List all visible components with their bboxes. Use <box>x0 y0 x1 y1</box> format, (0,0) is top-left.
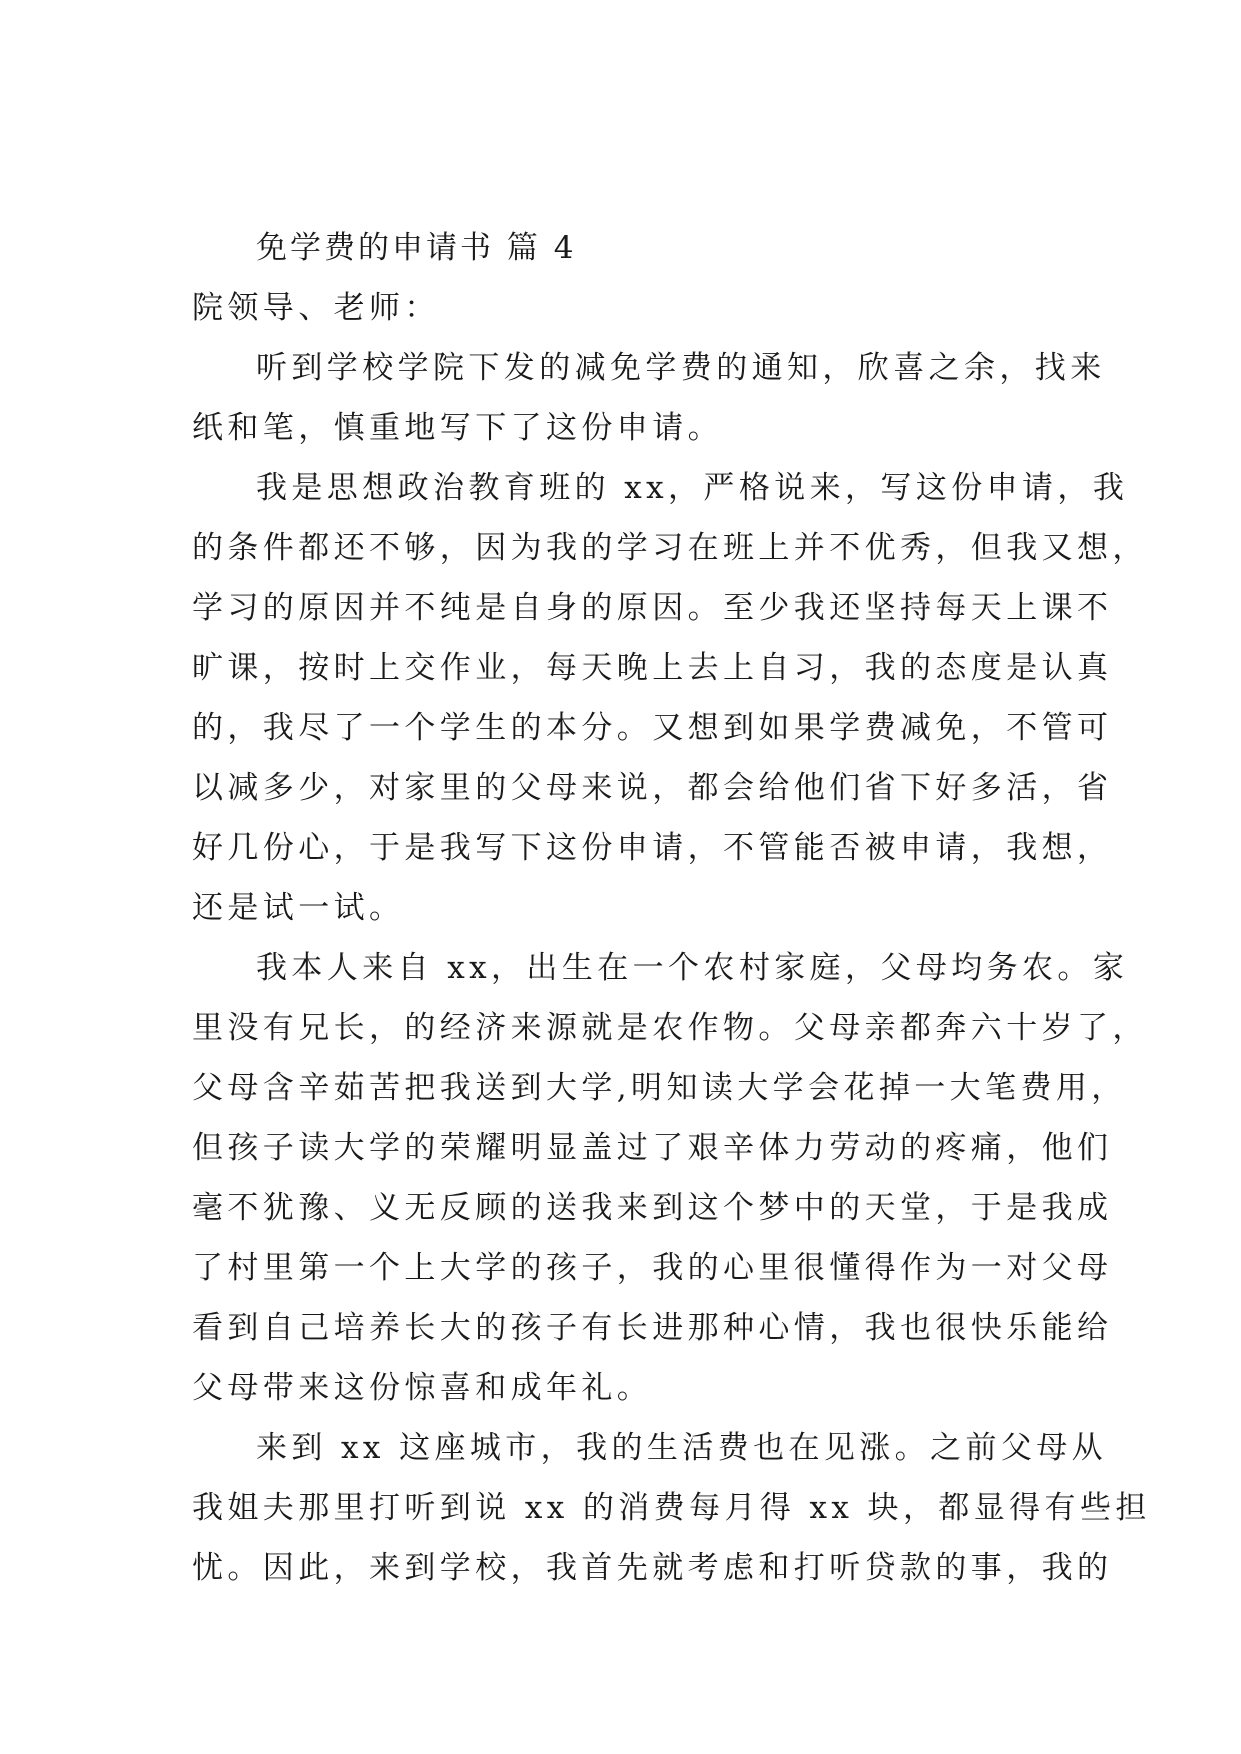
paragraph-2-line-2: 的条件都还不够，因为我的学习在班上并不优秀，但我又想， <box>192 530 1148 566</box>
document-title: 免学费的申请书 篇 4 <box>256 230 577 266</box>
paragraph-3-line-7: 看到自己培养长大的孩子有长进那种心情，我也很快乐能给 <box>192 1310 1113 1346</box>
paragraph-3-line-5: 毫不犹豫、义无反顾的送我来到这个梦中的天堂，于是我成 <box>192 1190 1113 1226</box>
paragraph-2-line-1: 我是思想政治教育班的 xx，严格说来，写这份申请，我 <box>256 470 1129 506</box>
paragraph-4-line-1: 来到 xx 这座城市，我的生活费也在见涨。之前父母从 <box>256 1430 1108 1466</box>
paragraph-3-line-1: 我本人来自 xx，出生在一个农村家庭，父母均务农。家 <box>256 950 1129 986</box>
paragraph-2-line-3: 学习的原因并不纯是自身的原因。至少我还坚持每天上课不 <box>192 590 1113 626</box>
paragraph-3-line-3: 父母含辛茹苦把我送到大学,明知读大学会花掉一大笔费用， <box>192 1070 1127 1106</box>
paragraph-3-line-2: 里没有兄长，的经济来源就是农作物。父母亲都奔六十岁了， <box>192 1010 1148 1046</box>
paragraph-2-line-6: 以减多少，对家里的父母来说，都会给他们省下好多活，省 <box>192 770 1113 806</box>
paragraph-1-line-2: 纸和笔，慎重地写下了这份申请。 <box>192 410 723 446</box>
paragraph-2-line-4: 旷课，按时上交作业，每天晚上去上自习，我的态度是认真 <box>192 650 1113 686</box>
paragraph-3-line-6: 了村里第一个上大学的孩子，我的心里很懂得作为一对父母 <box>192 1250 1113 1286</box>
paragraph-4-line-2: 我姐夫那里打听到说 xx 的消费每月得 xx 块，都显得有些担 <box>192 1490 1151 1526</box>
paragraph-3-line-4: 但孩子读大学的荣耀明显盖过了艰辛体力劳动的疼痛，他们 <box>192 1130 1113 1166</box>
paragraph-2-line-7: 好几份心，于是我写下这份申请，不管能否被申请，我想， <box>192 830 1113 866</box>
paragraph-3-line-8: 父母带来这份惊喜和成年礼。 <box>192 1370 653 1406</box>
paragraph-1-line-1: 听到学校学院下发的减免学费的通知，欣喜之余，找来 <box>256 350 1106 386</box>
salutation: 院领导、老师： <box>192 290 440 326</box>
paragraph-2-line-5: 的，我尽了一个学生的本分。又想到如果学费减免，不管可 <box>192 710 1113 746</box>
paragraph-2-line-8: 还是试一试。 <box>192 890 405 926</box>
paragraph-4-line-3: 忧。因此，来到学校，我首先就考虑和打听贷款的事，我的 <box>192 1550 1113 1586</box>
